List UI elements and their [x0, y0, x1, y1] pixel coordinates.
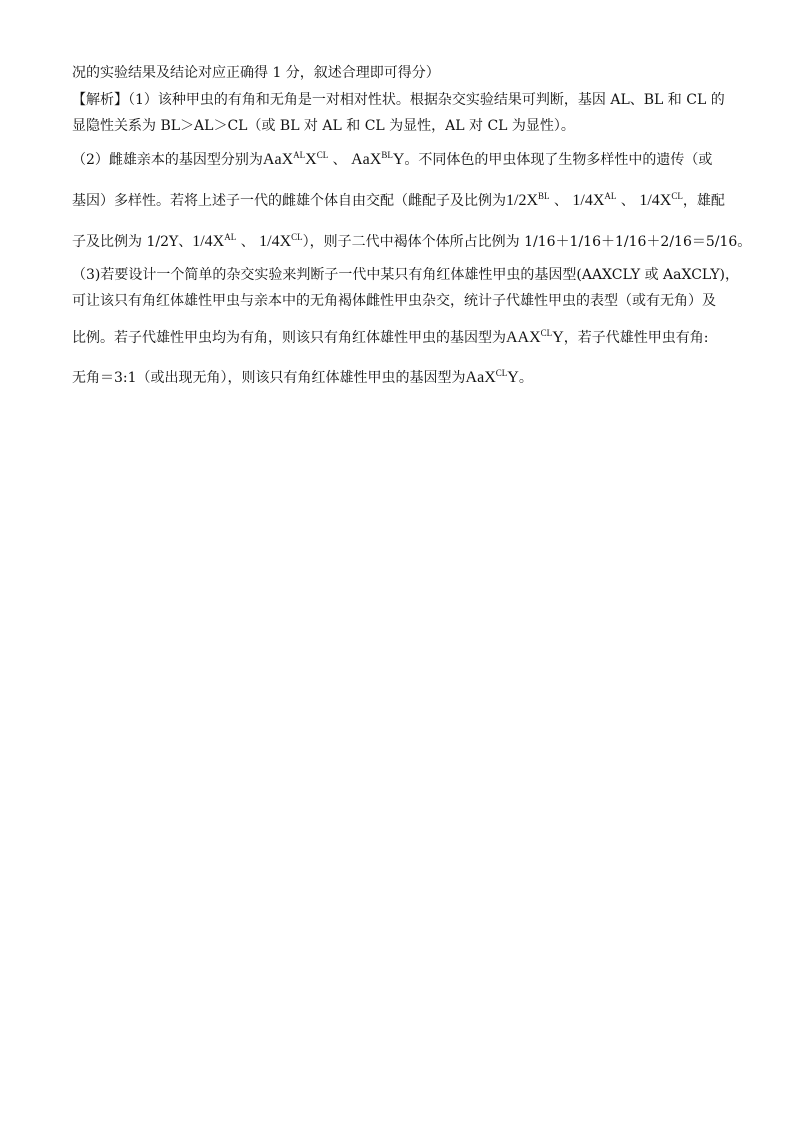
allele-superscript: AL — [293, 150, 306, 160]
line-text: （2）雌雄亲本的基因型分别为 — [72, 152, 263, 168]
text-line-7 — [72, 266, 760, 284]
genotype-male — [351, 151, 404, 168]
line-text: 基因）多样性。若将上述子一代的雌雄个体自由交配（雌配子及比例为 — [72, 193, 506, 209]
text-line-2 — [72, 91, 760, 109]
genotype-part: Y — [392, 151, 405, 168]
text-line-1 — [72, 64, 760, 82]
genotype-aa — [506, 329, 564, 346]
gamete-part: 1/2X — [506, 192, 538, 209]
genotype-part: Y — [552, 329, 564, 346]
genotype-part: Y — [507, 369, 519, 386]
line-text: ，雄配 — [682, 193, 725, 209]
separator: 、 — [332, 152, 347, 168]
genotype-part: AAX — [506, 329, 541, 346]
gamete-ratio — [506, 192, 550, 209]
line-text: （1）该种甲虫的有角和无角是一对相对性状。根据杂交实验结果可判断，基因 AL、BL 和 CL 的 — [128, 92, 725, 108]
line-text: 可让该只有角红体雄性甲虫与亲本中的无角褐体雌性甲虫杂交，统计子代雄性甲虫的表型（或有无角）及 — [72, 293, 716, 309]
text-line-9 — [72, 329, 760, 347]
genotype-part: AaX — [262, 151, 294, 168]
genotype-part: AaX — [465, 369, 496, 386]
gamete-ratio — [639, 192, 683, 209]
text-line-4 — [72, 151, 760, 169]
allele-superscript: BL — [538, 191, 550, 201]
line-text: （3)若要设计一个简单的杂交实验来判断子一代中某只有角红体雄性甲虫的基因型(AAXCLY 或 AaXCLY)， — [72, 267, 740, 283]
text-line-8 — [72, 292, 760, 310]
gamete-part: 1/4X — [192, 233, 225, 250]
text-line-5 — [72, 192, 760, 210]
line-text: 况的实验结果及结论对应正确得 1 分，叙述合理即可得分） — [72, 65, 440, 81]
allele-superscript: BL — [381, 150, 393, 160]
analysis-label: 【解析】 — [72, 92, 128, 108]
text-line-3 — [72, 117, 760, 135]
line-text: 比例。若子代雄性甲虫均为有角，则该只有角红体雄性甲虫的基因型为 — [72, 330, 506, 346]
separator: 、 — [240, 234, 255, 250]
allele-superscript: AL — [604, 191, 617, 201]
genotype-part: X — [305, 151, 317, 168]
gamete-ratio — [259, 233, 303, 250]
line-text: ），则子二代中褐体个体所占比例为 1/16＋1/16＋1/16＋2/16＝5/16。 — [302, 234, 752, 250]
allele-superscript: CL — [540, 328, 553, 338]
line-text: 子及比例为 1/2Y、 — [72, 234, 193, 250]
allele-superscript: CL — [291, 232, 303, 242]
allele-superscript: CL — [671, 191, 683, 201]
gamete-part: 1/4X — [639, 192, 672, 209]
gamete-ratio — [192, 233, 236, 250]
separator: 、 — [620, 193, 635, 209]
genotype-aa-lower — [466, 369, 519, 386]
line-text: 无角＝3:1（或出现无角），则该只有角红体雄性甲虫的基因型为 — [72, 370, 466, 386]
line-text: 。不同体色的甲虫体现了生物多样性中的遗传（或 — [404, 152, 713, 168]
separator: 、 — [553, 193, 568, 209]
gamete-part: 1/4X — [259, 233, 292, 250]
line-text: 显隐性关系为 BL＞AL＞CL（或 BL 对 AL 和 CL 为显性，AL 对 CL 为显性）。 — [72, 118, 575, 134]
gamete-ratio — [572, 192, 616, 209]
text-line-6 — [72, 233, 760, 251]
genotype-female — [263, 151, 328, 168]
allele-superscript: CL — [495, 368, 508, 378]
gamete-part: 1/4X — [572, 192, 605, 209]
text-line-10 — [72, 369, 760, 387]
line-text: 。 — [518, 370, 533, 386]
genotype-part: AaX — [351, 151, 382, 168]
allele-superscript: CL — [316, 150, 329, 160]
allele-superscript: AL — [224, 232, 237, 242]
line-text: ，若子代雄性甲虫有角: — [563, 330, 709, 346]
